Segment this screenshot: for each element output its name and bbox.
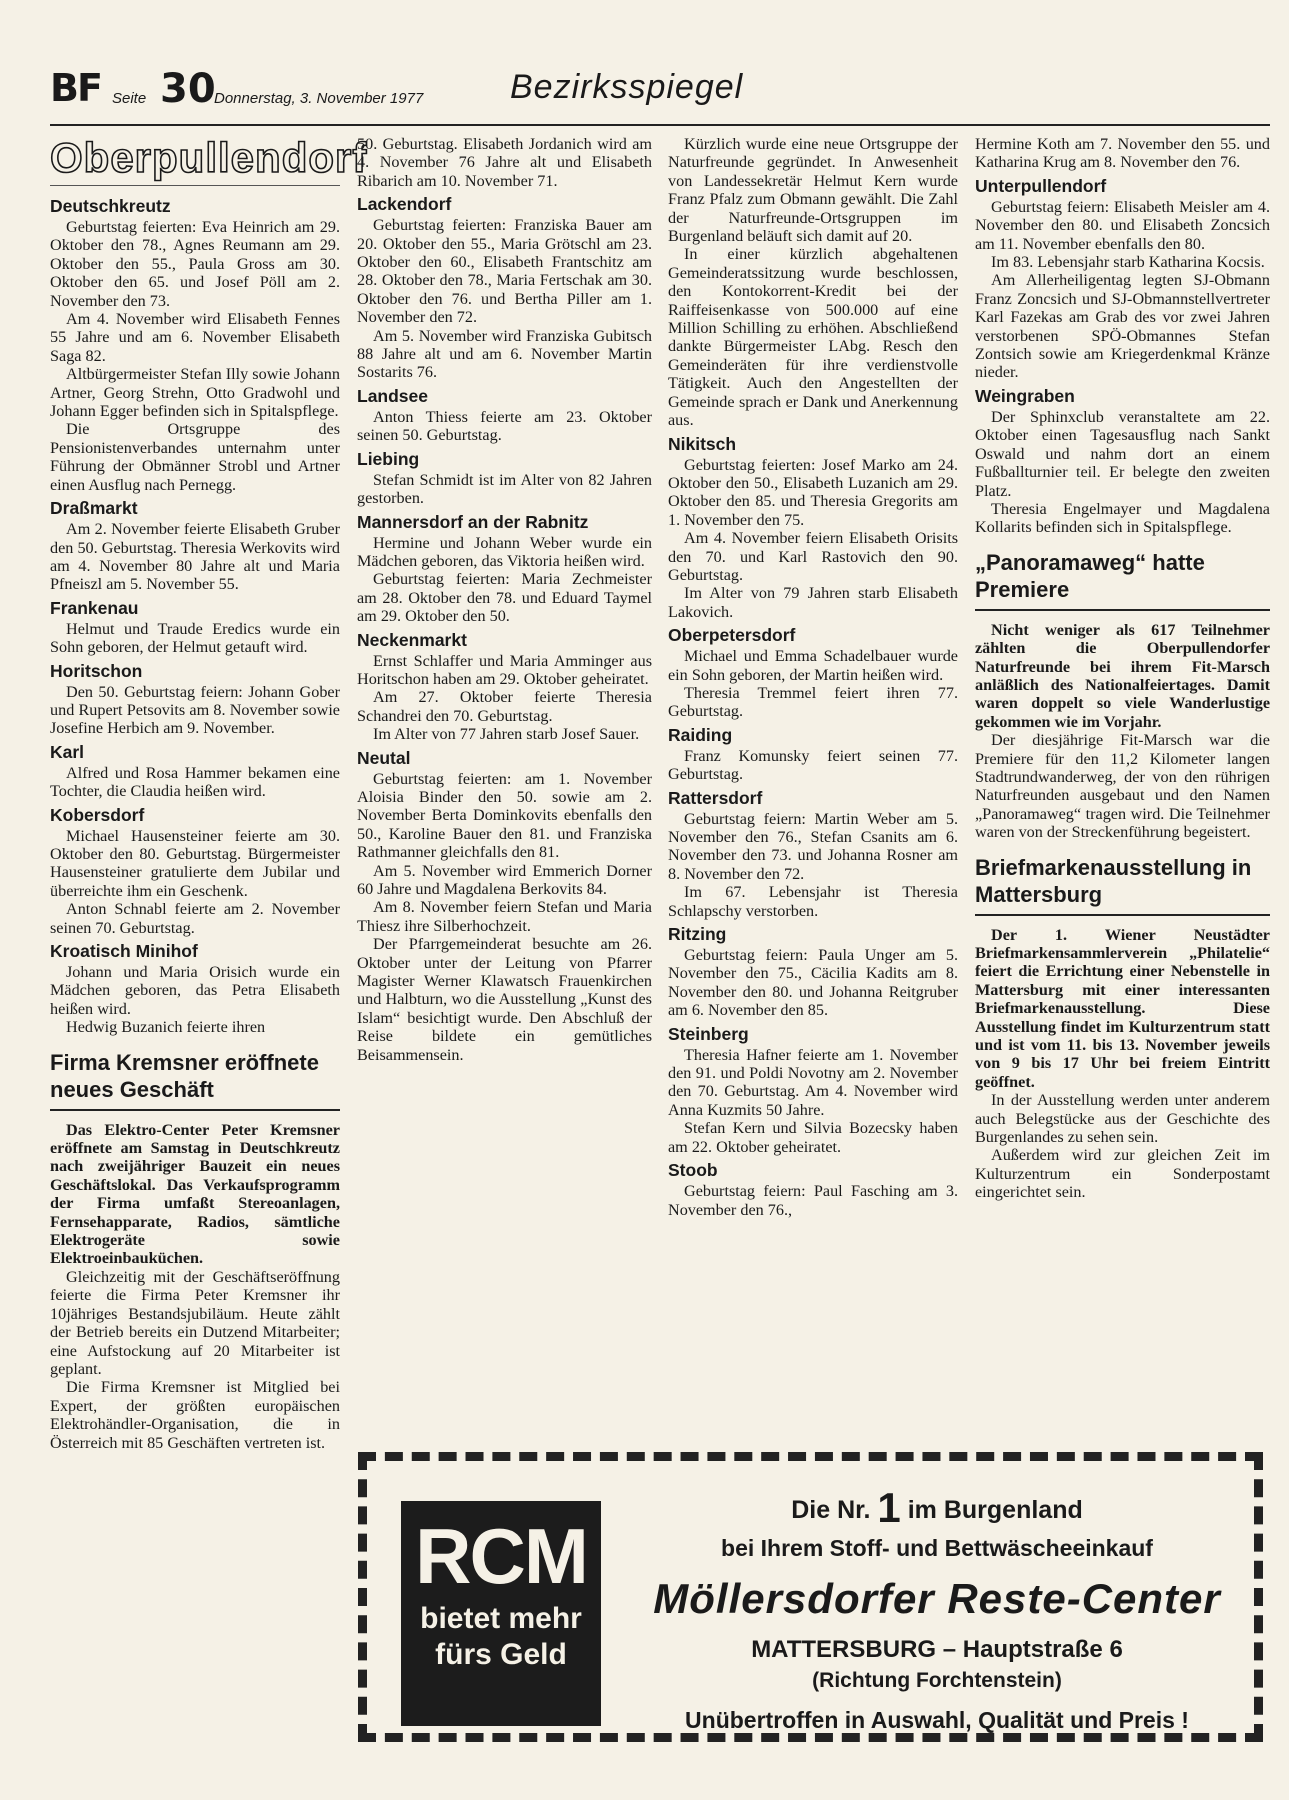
ad-slogan: fürs Geld	[435, 1638, 567, 1671]
article-paragraph: Am 4. November wird Elisabeth Fennes 55 Jahre und am 6. November Elisabeth Saga 82.	[50, 310, 340, 365]
ad-text	[617, 1484, 1257, 1737]
article-paragraph: Geburtstag feiern: Paula Unger am 5. November den 75., Cäcilia Kadits am 8. November den 80. und Johanna Reitgruber am 6. November den 85.	[668, 946, 958, 1020]
article-paragraph: Im 67. Lebensjahr ist Theresia Schlapschy verstorben.	[668, 883, 958, 920]
article-paragraph: Der Pfarrgemeinderat besuchte am 26. Oktober unter der Leitung von Pfarrer Magister Werner Klawatsch Frauenkirchen und Halbturn, wo die Ausstellung „Kunst des Islam“ besichtigt wurde. Den Abschluß der Reise bildete ein gemütliches Beisammensein.	[357, 935, 652, 1064]
column-2	[357, 135, 652, 1064]
article-paragraph: 50. Geburtstag. Elisabeth Jordanich wird am 4. November 76 Jahre alt und Elisabeth Ribarich am 10. November 71.	[357, 135, 652, 190]
article-paragraph: Geburtstag feierten: Eva Heinrich am 29. Oktober den 78., Agnes Reumann am 29. Oktober den 55., Paula Gross am 30. Oktober den 65. und Josef Pöll am 2. November den 73.	[50, 218, 340, 310]
town-heading: Deutschkreutz	[50, 196, 171, 216]
column-1	[50, 134, 368, 1452]
article-paragraph: Geburtstag feiern: Elisabeth Meisler am 4. November den 80. und Elisabeth Zoncsich am 11. November ebenfalls den 80.	[975, 197, 1270, 253]
town-heading: Steinberg	[668, 1023, 749, 1044]
article-paragraph: Die Firma Kremsner ist Mitglied bei Expert, der größten europäischen Elektrohändler-Organisation, die in Österreich mit 85 Geschäften vertreten ist.	[50, 1378, 340, 1452]
ad-slogan: bietet mehr	[420, 1602, 582, 1635]
ad-company: Möllersdorfer Reste-Center	[653, 1575, 1221, 1622]
article-paragraph: Anton Thiess feierte am 23. Oktober seinen 50. Geburtstag.	[357, 407, 652, 445]
article-paragraph: Die Ortsgruppe des Pensionistenverbandes unternahm unter Führung der Obmänner Strobl und Artner einen Ausflug nach Pernegg.	[50, 420, 340, 494]
article-paragraph: Hermine und Johann Weber wurde ein Mädchen geboren, das Viktoria heißen wird.	[357, 533, 652, 570]
column-4	[975, 135, 1270, 1202]
article-lead: Das Elektro-Center Peter Kremsner eröffnete am Samstag in Deutschkreutz nach zweijähriger Bauzeit ein neues Geschäftslokal. Das Verkaufsprogramm der Firma umfaßt Stereoanlagen, Fernsehapparate, Radios, sämtliche Elektrogeräte sowie Elektroeinbauküchen.	[50, 1120, 340, 1268]
article-paragraph: Am 4. November feiern Elisabeth Orisits den 70. und Karl Rastovich den 90. Geburtstag.	[668, 529, 958, 584]
town-heading: Kroatisch Minihof	[50, 941, 198, 961]
town-heading: Karl	[50, 741, 85, 762]
article-headline: „Panoramaweg“ hatte Premiere	[975, 549, 1270, 611]
article-lead: Nicht weniger als 617 Teilnehmer zählten die Oberpullendorfer Naturfreunde bei ihrem Fit-Marsch anläßlich des Nationalfeiertages. Damit waren doppelt so viele Wanderlustige gekommen wie im Vorjahr.	[975, 620, 1270, 731]
article-paragraph: Michael Hausensteiner feierte am 30. Oktober den 80. Geburtstag. Bürgermeister Hausensteiner gratulierte dem Jubilar und überreichte ihm ein Geschenk.	[50, 826, 340, 900]
article-headline: Firma Kremsner eröffnete neues Geschäft	[50, 1049, 340, 1111]
page-label: Seite	[112, 90, 147, 107]
town-heading: Ritzing	[668, 924, 727, 945]
town-heading: Frankenau	[50, 597, 139, 618]
article-paragraph: Am 2. November feierte Elisabeth Gruber den 50. Geburtstag. Theresia Werkovits wird am 4. November 80 Jahre alt und Maria Pfneiszl am 5. November 55.	[50, 520, 340, 594]
article-paragraph: Geburtstag feierten: am 1. November Aloisia Binder den 50. sowie am 2. November Berta Dominkovits ebenfalls den 50., Karoline Bauer den 81. und Franziska Rathmanner gleichfalls den 81.	[357, 769, 652, 862]
town-heading: Nikitsch	[668, 433, 737, 454]
article-paragraph: Ernst Schlaffer und Maria Amminger aus Horitschon haben am 29. Oktober geheiratet.	[357, 651, 652, 688]
article-headline: Briefmarkenausstellung in Mattersburg	[975, 854, 1270, 916]
article-paragraph: Außerdem wird zur gleichen Zeit im Kulturzentrum ein Sonderpostamt eingerichtet sein.	[975, 1146, 1270, 1202]
ad-tagline-part: Die Nr.	[791, 1496, 871, 1524]
town-heading: Weingraben	[975, 385, 1075, 406]
article-paragraph: Helmut und Traude Eredics wurde ein Sohn geboren, der Helmut getauft wird.	[50, 619, 340, 657]
ad-number-one: 1	[877, 1484, 901, 1531]
article-paragraph: In der Ausstellung werden unter anderem auch Belegstücke aus der Geschichte des Burgenlandes zu sehen sein.	[975, 1091, 1270, 1147]
ad-claim: Unübertroffen in Auswahl, Qualität und Preis !	[685, 1707, 1189, 1733]
article-paragraph: Am 8. November feiern Stefan und Maria Thiesz ihre Silberhochzeit.	[357, 898, 652, 935]
article-paragraph: Am Allerheiligentag legten SJ-Obmann Franz Zoncsich und SJ-Obmannstellvertreter Karl Fazekas am Grab des vor zwei Jahren verstorbenen SPÖ-Obmannes Stefan Zontsich sowie am Kriegerdenkmal Kränze nieder.	[975, 271, 1270, 382]
article-paragraph: Theresia Tremmel feiert ihren 77. Geburtstag.	[668, 683, 958, 721]
town-heading: Neutal	[357, 747, 411, 768]
page-header	[50, 62, 1270, 126]
article-paragraph: Michael und Emma Schadelbauer wurde ein Sohn geboren, der Martin heißen wird.	[668, 647, 958, 684]
article-paragraph: Anton Schnabl feierte am 2. November seinen 70. Geburtstag.	[50, 900, 340, 937]
article-paragraph: Hermine Koth am 7. November den 55. und Katharina Krug am 8. November den 76.	[975, 135, 1270, 172]
town-heading: Rattersdorf	[668, 787, 763, 808]
town-heading: Oberpetersdorf	[668, 625, 796, 646]
ad-subline: bei Ihrem Stoff- und Bettwäscheeinkauf	[721, 1535, 1153, 1561]
town-heading: Stoob	[668, 1160, 718, 1181]
newspaper-logo: BF	[50, 66, 101, 110]
article-lead: Der 1. Wiener Neustädter Briefmarkensammlerverein „Philatelie“ feiert die Errichtung einer Nebenstelle in Mattersburg mit einer interessanten Briefmarkenausstellung. Diese Ausstellung findet im Kulturzentrum statt und ist vom 11. bis 13. November jeweils von 9 bis 17 Uhr bei freiem Eintritt geöffnet.	[975, 925, 1270, 1091]
town-heading: Kobersdorf	[50, 804, 145, 825]
rcm-logo-box	[401, 1501, 601, 1726]
town-heading: Neckenmarkt	[357, 629, 467, 650]
article-paragraph: Kürzlich wurde eine neue Ortsgruppe der Naturfreunde gegründet. In Anwesenheit von Landessekretär Helmut Kern wurde Franz Pfalz zum Obmann gewählt. Die Zahl der Naturfreunde-Ortsgruppen im Burgenland beläuft sich damit auf 20.	[668, 135, 958, 246]
article-paragraph: In einer kürzlich abgehaltenen Gemeinderatssitzung wurde beschlossen, den Kontokorrent-Kredit bei der Raiffeisenkasse von 500.000 auf eine Million Schilling zu erhöhen. Abschließend dankte Bürgermeister LAbg. Resch den Gemeinderäten für ihre verdienstvolle Tätigkeit. Auch den Angestellten der Gemeinde sprach er Dank und Anerkennung aus.	[668, 245, 958, 430]
town-heading: Liebing	[357, 448, 420, 469]
article-paragraph: Im Alter von 77 Jahren starb Josef Sauer.	[373, 725, 640, 744]
article-paragraph: Franz Komunsky feiert seinen 77. Geburtstag.	[668, 746, 958, 784]
article-paragraph: Am 27. Oktober feierte Theresia Schandrei den 70. Geburtstag.	[357, 688, 652, 725]
town-heading: Landsee	[357, 385, 428, 406]
article-paragraph: Stefan Schmidt ist im Alter von 82 Jahren gestorben.	[357, 470, 652, 508]
town-heading: Unterpullendorf	[975, 175, 1107, 196]
article-paragraph: Der diesjährige Fit-Marsch war die Premiere für den 11,2 Kilometer langen Stadtrundwanderweg, der von den rührigen Naturfreunden ausgebaut und den Namen „Panoramaweg“ tragen wird. Die Teilnehmer waren von der Streckenführung begeistert.	[975, 731, 1270, 842]
article-paragraph: Alfred und Rosa Hammer bekamen eine Tochter, die Claudia heißen wird.	[50, 763, 340, 801]
ad-tagline	[617, 1484, 1257, 1531]
article-paragraph: Am 5. November wird Franziska Gubitsch 88 Jahre alt und am 6. November Martin Sostarits 76.	[357, 326, 652, 382]
article-paragraph: Gleichzeitig mit der Geschäftseröffnung feierte die Firma Peter Kremsner ihr 10jähriges Bestandsjubiläum. Heute zählt der Betrieb bereits ein Dutzend Mitarbeiter; eine Aufstockung auf 20 Mitarbeiter ist geplant.	[50, 1267, 340, 1378]
article-paragraph: Geburtstag feiern: Martin Weber am 5. November den 76., Stefan Csanits am 6. November den 73. und Johanna Rosner am 8. November den 72.	[668, 809, 958, 883]
article-paragraph: Theresia Engelmayer und Magdalena Kollarits befinden sich in Spitalspflege.	[975, 499, 1270, 537]
town-heading: Mannersdorf an der Rabnitz	[357, 511, 589, 532]
article-paragraph: Stefan Kern und Silvia Bozecsky haben am 22. Oktober geheiratet.	[668, 1119, 958, 1156]
article-paragraph: Geburtstag feierten: Maria Zechmeister am 28. Oktober den 78. und Eduard Taymel am 29. Oktober den 50.	[357, 570, 652, 626]
town-heading: Draßmarkt	[50, 498, 138, 519]
ad-address: MATTERSBURG – Hauptstraße 6	[751, 1636, 1123, 1663]
article-paragraph: Am 5. November wird Emmerich Dorner 60 Jahre und Magdalena Berkovits 84.	[357, 861, 652, 898]
article-paragraph: Altbürgermeister Stefan Illy sowie Johann Artner, Georg Strehn, Otto Gradwohl und Johann Egger befinden sich in Spitalspflege.	[50, 365, 340, 421]
article-paragraph: Im Alter von 79 Jahren starb Elisabeth Lakovich.	[668, 584, 958, 621]
article-paragraph: Johann und Maria Orisich wurde ein Mädchen geboren, das Petra Elisabeth heißen wird.	[50, 963, 340, 1018]
town-heading: Lackendorf	[357, 194, 452, 215]
ad-direction: (Richtung Forchtenstein)	[812, 1669, 1062, 1692]
article-paragraph: Der Sphinxclub veranstaltete am 22. Oktober einen Tagesausflug nach Sankt Oswald und nahm dort an einem Fußballturnier teil. Er belegte den zweiten Platz.	[975, 407, 1270, 500]
page-number: 30	[160, 66, 216, 112]
issue-date: Donnerstag, 3. November 1977	[214, 90, 424, 107]
town-heading: Raiding	[668, 724, 733, 745]
section-title: Bezirksspiegel	[510, 68, 744, 106]
article-paragraph: Geburtstag feiern: Paul Fasching am 3. November den 76.,	[668, 1182, 958, 1219]
article-paragraph: Im 83. Lebensjahr starb Katharina Kocsis.	[991, 253, 1265, 272]
ad-tagline-part: im Burgenland	[907, 1496, 1083, 1524]
column-3	[668, 135, 958, 1219]
region-title: Oberpullendorf	[50, 135, 340, 186]
advertisement	[358, 1452, 1263, 1742]
article-paragraph: Geburtstag feierten: Franziska Bauer am 20. Oktober den 55., Maria Grötschl am 23. Oktober den 60., Elisabeth Frantschitz am 28. Oktober den 78., Maria Fertschak am 30. Oktober den 76. und Bertha Piller am 1. November den 72.	[357, 216, 652, 327]
town-heading: Horitschon	[50, 660, 143, 681]
article-paragraph: Geburtstag feierten: Josef Marko am 24. Oktober den 50., Elisabeth Luzanich am 29. Oktober den 85. und Theresia Gregorits am 1. November den 75.	[668, 455, 958, 529]
article-paragraph: Hedwig Buzanich feierte ihren	[66, 1018, 266, 1037]
article-paragraph: Theresia Hafner feierte am 1. November den 91. und Poldi Novotny am 2. November den 70. Geburtstag. Am 4. November wird Anna Kuzmits 50 Jahre.	[668, 1045, 958, 1119]
rcm-logo: RCM	[415, 1512, 587, 1600]
article-paragraph: Den 50. Geburtstag feiern: Johann Gober und Rupert Petsovits am 8. November sowie Josefine Herbich am 9. November.	[50, 682, 340, 738]
